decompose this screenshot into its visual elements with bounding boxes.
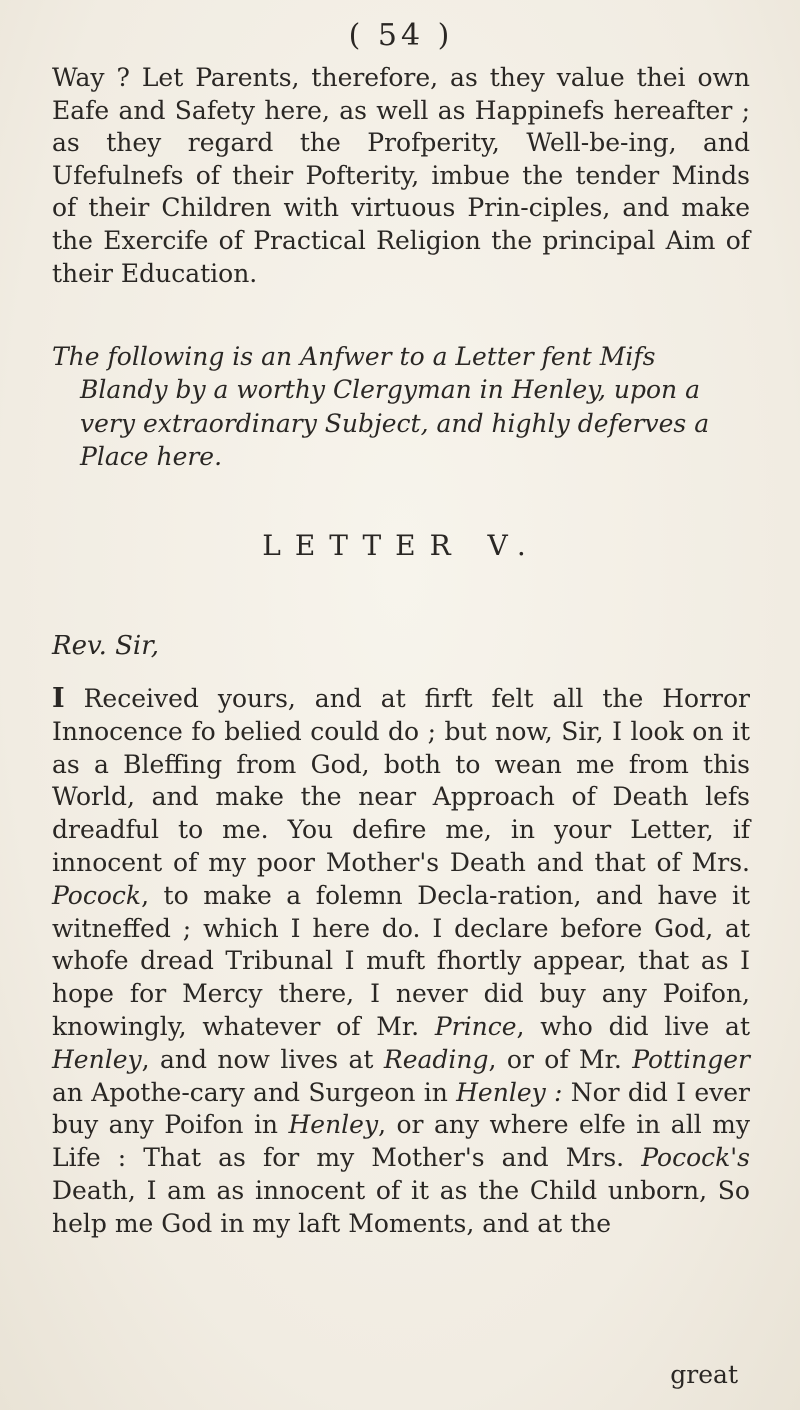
letter-text: , or any where elfe in all my Life : That as for my Mother's and Mrs.	[52, 1110, 750, 1173]
salutation: Rev. Sir,	[52, 630, 160, 661]
letter-body	[52, 683, 750, 1241]
name-pocock: Pocock's	[641, 1143, 750, 1173]
place-henley: Henley	[52, 1044, 142, 1074]
letter-text: , and now lives at	[141, 1044, 384, 1074]
name-pottinger: Pottinger	[632, 1044, 750, 1074]
letter-text: Death, I am as innocent of it as the Child unborn, So help me God in my laft Moments, and at the	[52, 1175, 750, 1238]
catchword: great	[670, 1360, 738, 1389]
place-henley: Henley :	[456, 1077, 563, 1107]
letter-text: , to make a folemn Decla-ration, and have it witneffed ; which I here do. I declare before God, at whofe dread Tribunal I muft fhortly appear, that as I hope for Mercy there, I never did buy any Poifon, knowingly, whatever of Mr.	[52, 880, 750, 1041]
letter-text: an Apothe-cary and Surgeon in	[52, 1077, 457, 1107]
letter-text: , or of Mr.	[488, 1044, 633, 1074]
letter-heading: LETTER V.	[262, 528, 540, 562]
letter-text: Nor did I ever buy any Poifon in	[52, 1077, 750, 1140]
name-pocock: Pocock	[52, 880, 142, 910]
letter-introduction: The following is an Anfwer to a Letter fent Mifs Blandy by a worthy Clergyman in Henley, upon a very extraordinary Subject, and highly deferves a Place here.	[52, 342, 710, 471]
page-number: ( 54 )	[348, 18, 454, 53]
paragraph-parents: Way ? Let Parents, therefore, as they value thei own Eafe and Safety here, as well as Happinefs hereafter ; as they regard the Profperity, Well-be-ing, and Ufefulnefs of their Pofterity, imbue the tender Minds of their Children with virtuous Prin-ciples, and make the Exercife of Practical Religion the principal Aim of their Education.	[52, 63, 750, 288]
place-reading: Reading	[383, 1044, 489, 1074]
letter-text: , who did live at	[516, 1011, 750, 1041]
name-prince: Prince	[434, 1011, 517, 1041]
drop-cap: I	[52, 682, 65, 714]
letter-text: Received yours, and at firft felt all the Horror Innocence fo belied could do ; but now, Sir, I look on it as a Bleffing from God, both to wean me from this World, and make the near Approach of Death lefs dreadful to me. You defire me, in your Letter, if innocent of my poor Mother's Death and that of Mrs.	[52, 683, 751, 877]
place-henley: Henley	[288, 1110, 379, 1140]
